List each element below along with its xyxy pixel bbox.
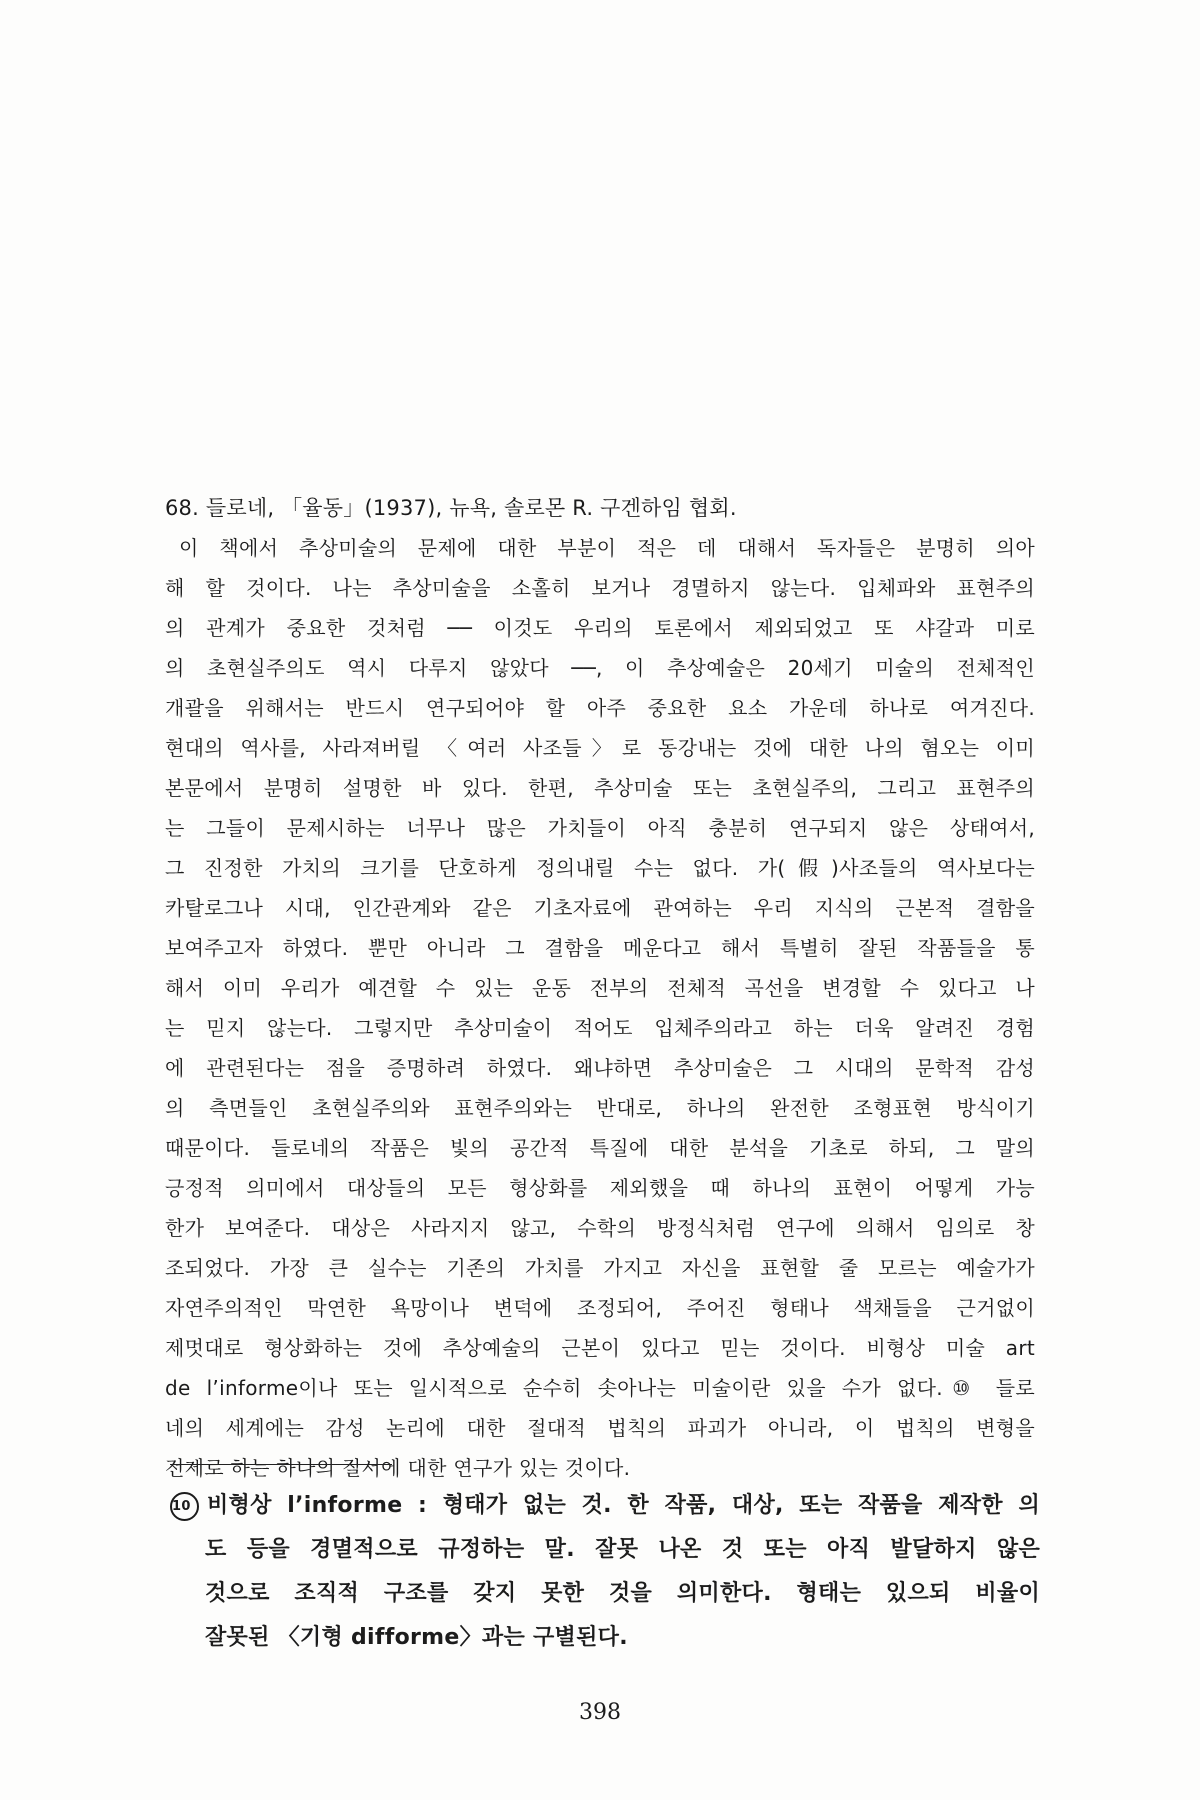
body-line: 이 책에서 추상미술의 문제에 대한 부분이 적은 데 대해서 독자들은 분명히 의아 bbox=[179, 536, 1035, 560]
body-line: 해서 이미 우리가 예견할 수 있는 운동 전부의 전체적 곡선을 변경할 수 있다고 나 bbox=[165, 976, 1035, 1000]
figure-caption: 68. 들로네, 「율동」(1937), 뉴욕, 솔로몬 R. 구겐하임 협회. bbox=[165, 496, 737, 520]
body-line: de l’informe이나 또는 일시적으로 순수히 솟아나는 미술이란 있을 수가 없다.⑩ 들로 bbox=[165, 1376, 1035, 1400]
footnote-line: 도 등을 경멸적으로 규정하는 말. 잘못 나온 것 또는 아직 발달하지 않은 bbox=[205, 1537, 1040, 1562]
body-line: 는 그들이 문제시하는 너무나 많은 가치들이 아직 충분히 연구되지 않은 상태여서, bbox=[165, 816, 1035, 840]
body-line: 의 관계가 중요한 것처럼 ── 이것도 우리의 토론에서 제외되었고 또 샤갈과 미로 bbox=[165, 616, 1035, 640]
body-line: 조되었다. 가장 큰 실수는 기존의 가치를 가지고 자신을 표현할 줄 모르는 예술가가 bbox=[165, 1256, 1035, 1280]
body-line: 네의 세계에는 감성 논리에 대한 절대적 법칙의 파괴가 아니라, 이 법칙의 변형을 bbox=[165, 1416, 1035, 1440]
footnote-line: 잘못된 〈기형 difforme〉과는 구별된다. bbox=[205, 1625, 628, 1650]
body-line: 개괄을 위해서는 반드시 연구되어야 할 아주 중요한 요소 가운데 하나로 여겨진다. bbox=[165, 696, 1035, 720]
body-line: 해 할 것이다. 나는 추상미술을 소홀히 보거나 경멸하지 않는다. 입체파와 표현주의 bbox=[165, 576, 1035, 600]
body-line: 전제로 하는 하나의 질서에 대한 연구가 있는 것이다. bbox=[165, 1456, 631, 1480]
body-line: 카탈로그나 시대, 인간관계와 같은 기초자료에 관여하는 우리 지식의 근본적 결함을 bbox=[165, 896, 1035, 920]
body-line: 한가 보여준다. 대상은 사라지지 않고, 수학의 방정식처럼 연구에 의해서 임의로 창 bbox=[165, 1216, 1035, 1240]
footnote-line bbox=[170, 1484, 1040, 1528]
page-number: 398 bbox=[579, 1700, 621, 1725]
body-line: 제멋대로 형상화하는 것에 추상예술의 근본이 있다고 믿는 것이다. 비형상 미술 art bbox=[165, 1336, 1035, 1360]
body-line: 때문이다. 들로네의 작품은 빛의 공간적 특질에 대한 분석을 기초로 하되, 그 말의 bbox=[165, 1136, 1035, 1160]
body-line: 현대의 역사를, 사라져버릴 〈여러 사조들〉로 동강내는 것에 대한 나의 혐오는 이미 bbox=[165, 736, 1035, 760]
footnote bbox=[170, 1484, 1040, 1660]
body-line: 의 초현실주의도 역시 다루지 않았다 ──, 이 추상예술은 20세기 미술의 전체적인 bbox=[165, 656, 1035, 680]
body-line: 본문에서 분명히 설명한 바 있다. 한편, 추상미술 또는 초현실주의, 그리고 표현주의 bbox=[165, 776, 1035, 800]
footnote-line-text: 비형상 l’informe : 형태가 없는 것. 한 작품, 대상, 또는 작품을 제작한 의 bbox=[207, 1493, 1040, 1518]
body-line: 는 믿지 않는다. 그렇지만 추상미술이 적어도 입체주의라고 하는 더욱 알려진 경험 bbox=[165, 1016, 1035, 1040]
body-line: 자연주의적인 막연한 욕망이나 변덕에 조정되어, 주어진 형태나 색채들을 근거없이 bbox=[165, 1296, 1035, 1320]
footnote-line: 것으로 조직적 구조를 갖지 못한 것을 의미한다. 형태는 있으되 비율이 bbox=[205, 1581, 1040, 1606]
body-line: 그 진정한 가치의 크기를 단호하게 정의내릴 수는 없다. 가(假)사조들의 역사보다는 bbox=[165, 856, 1035, 880]
footnote-divider bbox=[170, 1464, 392, 1465]
body-line: 에 관련된다는 점을 증명하려 하였다. 왜냐하면 추상미술은 그 시대의 문학적 감성 bbox=[165, 1056, 1035, 1080]
body-line: 긍정적 의미에서 대상들의 모든 형상화를 제외했을 때 하나의 표현이 어떻게 가능 bbox=[165, 1176, 1035, 1200]
body-line: 보여주고자 하였다. 뿐만 아니라 그 결함을 메운다고 해서 특별히 잘된 작품들을 통 bbox=[165, 936, 1035, 960]
body-paragraph bbox=[165, 528, 1035, 1488]
footnote-marker-icon: 10 bbox=[170, 1492, 199, 1521]
body-line: 의 측면들인 초현실주의와 표현주의와는 반대로, 하나의 완전한 조형표현 방식이기 bbox=[165, 1096, 1035, 1120]
